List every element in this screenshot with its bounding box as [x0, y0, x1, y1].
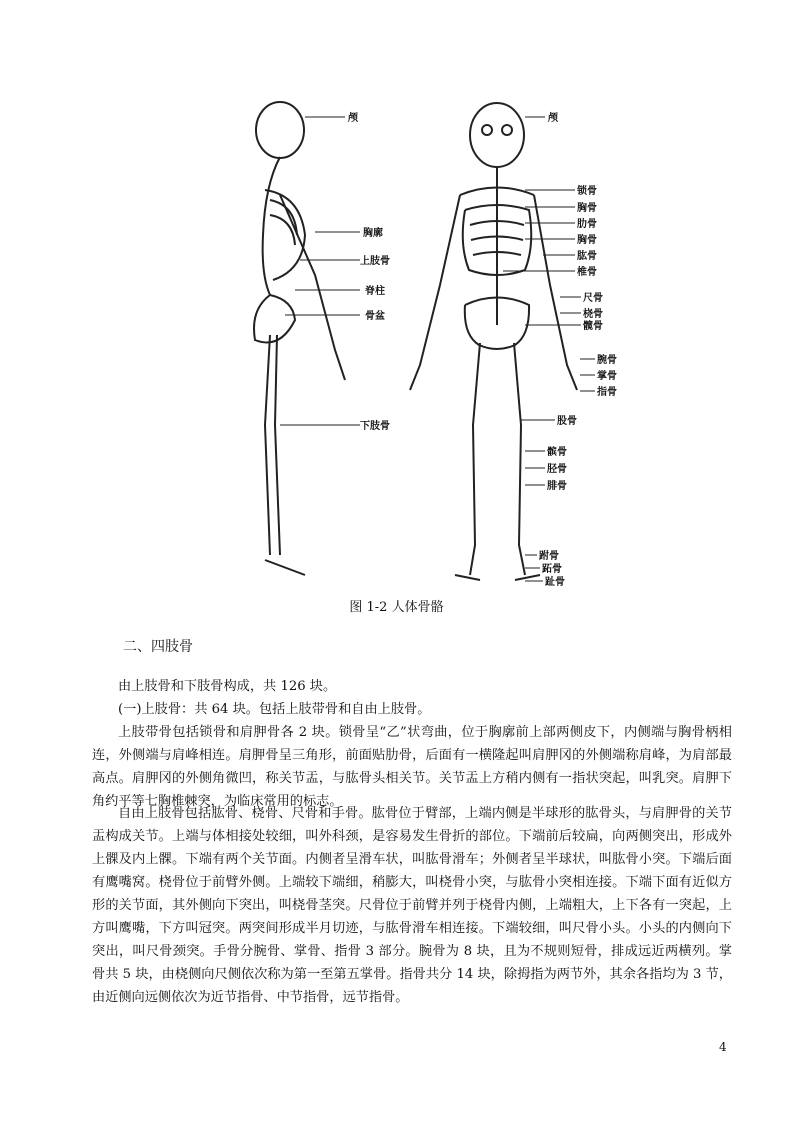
label-carpal: 腕骨 [597, 355, 617, 366]
label-rib: 肋骨 [577, 219, 597, 230]
label-tibia: 胫骨 [547, 464, 567, 475]
label-fibula: 腓骨 [547, 481, 567, 492]
label-toe-bone: 趾骨 [545, 577, 565, 588]
label-upper-limb: 上肢骨 [360, 256, 390, 267]
label-thorax: 胸廓 [363, 228, 383, 239]
label-vertebra: 椎骨 [577, 267, 597, 278]
label-skull-front: 颅 [548, 113, 558, 124]
paragraph-upper-limb: (一)上肢骨：共 64 块。包括上肢带骨和自由上肢骨。 [118, 702, 431, 717]
label-phalanx: 指骨 [597, 387, 617, 398]
label-skull-side: 颅 [348, 113, 358, 124]
figure-caption: 图 1-2 人体骨骼 [349, 600, 444, 615]
label-ulna: 尺骨 [583, 293, 603, 304]
label-scapula: 胸骨 [577, 203, 597, 214]
page-number: 4 [719, 1040, 727, 1054]
paragraph-intro: 由上肢骨和下肢骨构成，共 126 块。 [118, 679, 337, 694]
label-patella: 髌骨 [547, 447, 567, 458]
skeleton-illustration [225, 95, 630, 595]
label-pelvis: 骨盆 [365, 311, 385, 322]
paragraph-free-upper-limb: 自由上肢骨包括肱骨、桡骨、尺骨和手骨。肱骨位于臂部，上端内侧是半球形的肱骨头，与肩胛骨的关节盂构成关节。上端与体相接处较细，叫外科颈，是容易发生骨折的部位。下端前后较扁，向两侧突出，形成外上髁及内上髁。下端有两个关节面。内侧者呈滑车状，叫肱骨滑车；外侧者呈半球状，叫肱骨小突。下端后面有鹰嘴窝。桡骨位于前臂外侧。上端较下端细，稍膨大，叫桡骨小突，与肱骨小突相连接。下端下面有近似方形的关节面，其外侧向下突出，叫桡骨茎突。尺骨位于前臂并列于桡骨内侧，上端粗大，上下各有一突起，上方叫鹰嘴，下方叫冠突。两突间形成半月切迹，与肱骨滑车相连接。下端较细，叫尺骨小头。小头的内侧向下突出，叫尺骨颈突。手骨分腕骨、掌骨、指骨 3 部分。腕骨为 8 块，且为不规则短骨，排成远近两横列。掌骨共 5 块，由桡侧向尺侧依次称为第一至第五掌骨。指骨共分 14 块，除拇指为两节外，其余各指均为 3 节，由近侧向远侧依次为近节指骨、中节指骨，远节指骨。 [92, 806, 732, 1005]
label-radius: 桡骨 [583, 309, 603, 320]
label-metatarsal: 跖骨 [542, 564, 562, 575]
label-femur: 股骨 [557, 416, 577, 427]
label-sternum: 胸骨 [577, 235, 597, 246]
label-metacarpal: 掌骨 [597, 371, 617, 382]
label-lower-limb: 下肢骨 [360, 421, 390, 432]
label-spine: 脊柱 [365, 286, 385, 297]
label-hip-bone: 髋骨 [583, 321, 603, 332]
label-humerus: 肱骨 [577, 251, 597, 262]
paragraph-shoulder-girdle: 上肢带骨包括锁骨和肩胛骨各 2 块。锁骨呈“乙”状弯曲，位于胸廓前上部两侧皮下，内侧端与胸骨柄相连，外侧端与肩峰相连。肩胛骨呈三角形，前面贴肋骨，后面有一横隆起叫肩胛冈的外侧端称肩峰，为肩部最高点。肩胛冈的外侧角微凹，称关节盂，与肱骨头相关节。关节盂上方稍内侧有一指状突起，叫乳突。肩胛下角约平等七胸椎棘突，为临床常用的标志。 [92, 725, 732, 809]
skeleton-figure [225, 95, 630, 595]
label-clavicle: 锁骨 [577, 186, 597, 197]
section-title: 二、四肢骨 [123, 639, 193, 655]
label-tarsal: 跗骨 [539, 551, 559, 562]
